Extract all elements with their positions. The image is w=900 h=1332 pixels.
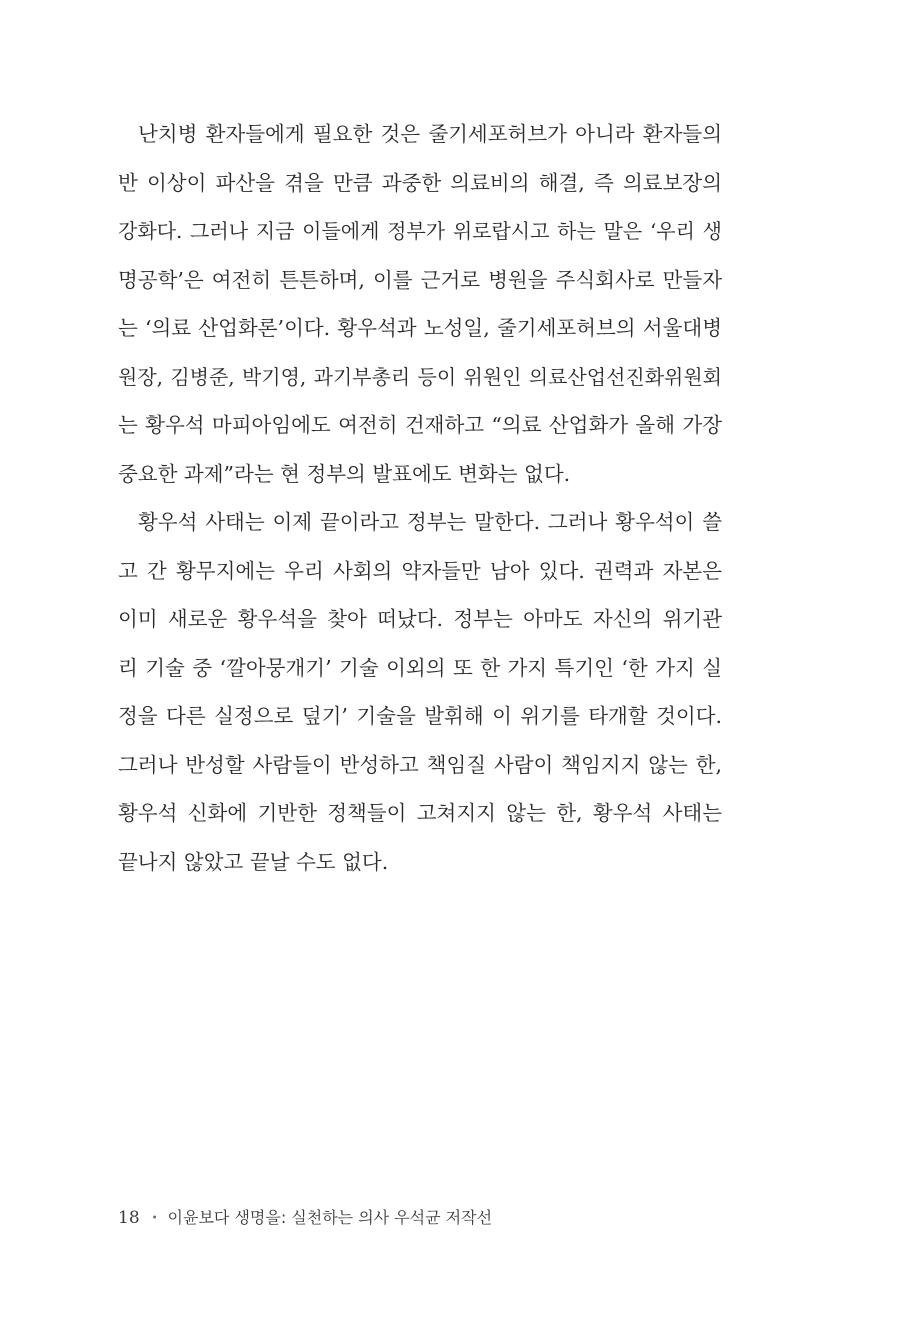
bullet-separator-icon: • bbox=[151, 1212, 158, 1224]
text-line: 는 황우석 마피아임에도 여전히 건재하고 “의료 산업화가 올해 가장 bbox=[118, 413, 722, 437]
text-line: 원장, 김병준, 박기영, 과기부총리 등이 위원인 의료산업선진화위원회 bbox=[118, 364, 722, 389]
text-line: 리 기술 중 ‘깔아뭉개기’ 기술 이외의 또 한 가지 특기인 ‘한 가지 실 bbox=[118, 655, 722, 680]
text-line: 이미 새로운 황우석을 찾아 떠났다. 정부는 아마도 자신의 위기관 bbox=[118, 607, 722, 631]
text-line: 는 ‘의료 산업화론’이다. 황우석과 노성일, 줄기세포허브의 서울대병 bbox=[118, 316, 722, 340]
text-line: 명공학’은 여전히 튼튼하며, 이를 근거로 병원을 주식회사로 만들자 bbox=[118, 267, 722, 292]
page-number: 18 bbox=[118, 1208, 140, 1228]
text-line: 황우석 사태는 이제 끝이라고 정부는 말한다. 그러나 황우석이 쓸 bbox=[138, 510, 722, 534]
text-line: 황우석 신화에 기반한 정책들이 고쳐지지 않는 한, 황우석 사태는 bbox=[118, 801, 722, 825]
paragraph-2 bbox=[118, 498, 722, 886]
page-body bbox=[118, 110, 722, 886]
text-line: 중요한 과제”라는 현 정부의 발표에도 변화는 없다. bbox=[118, 461, 571, 486]
text-line: 끝나지 않았고 끝날 수도 없다. bbox=[118, 849, 389, 874]
text-line: 고 간 황무지에는 우리 사회의 약자들만 남아 있다. 권력과 자본은 bbox=[118, 558, 722, 583]
text-line: 정을 다른 실정으로 덮기’ 기술을 발휘해 이 위기를 타개할 것이다. bbox=[118, 704, 722, 728]
text-line: 난치병 환자들에게 필요한 것은 줄기세포허브가 아니라 환자들의 bbox=[138, 122, 722, 146]
text-line: 강화다. 그러나 지금 이들에게 정부가 위로랍시고 하는 말은 ‘우리 생 bbox=[118, 219, 722, 243]
text-line: 그러나 반성할 사람들이 반성하고 책임질 사람이 책임지지 않는 한, bbox=[118, 752, 722, 777]
text-line: 반 이상이 파산을 겪을 만큼 과중한 의료비의 해결, 즉 의료보장의 bbox=[118, 170, 722, 195]
running-book-title: 이윤보다 생명을: 실천하는 의사 우석균 저작선 bbox=[167, 1208, 493, 1227]
paragraph-1 bbox=[118, 110, 722, 498]
page-footer bbox=[118, 1203, 492, 1233]
